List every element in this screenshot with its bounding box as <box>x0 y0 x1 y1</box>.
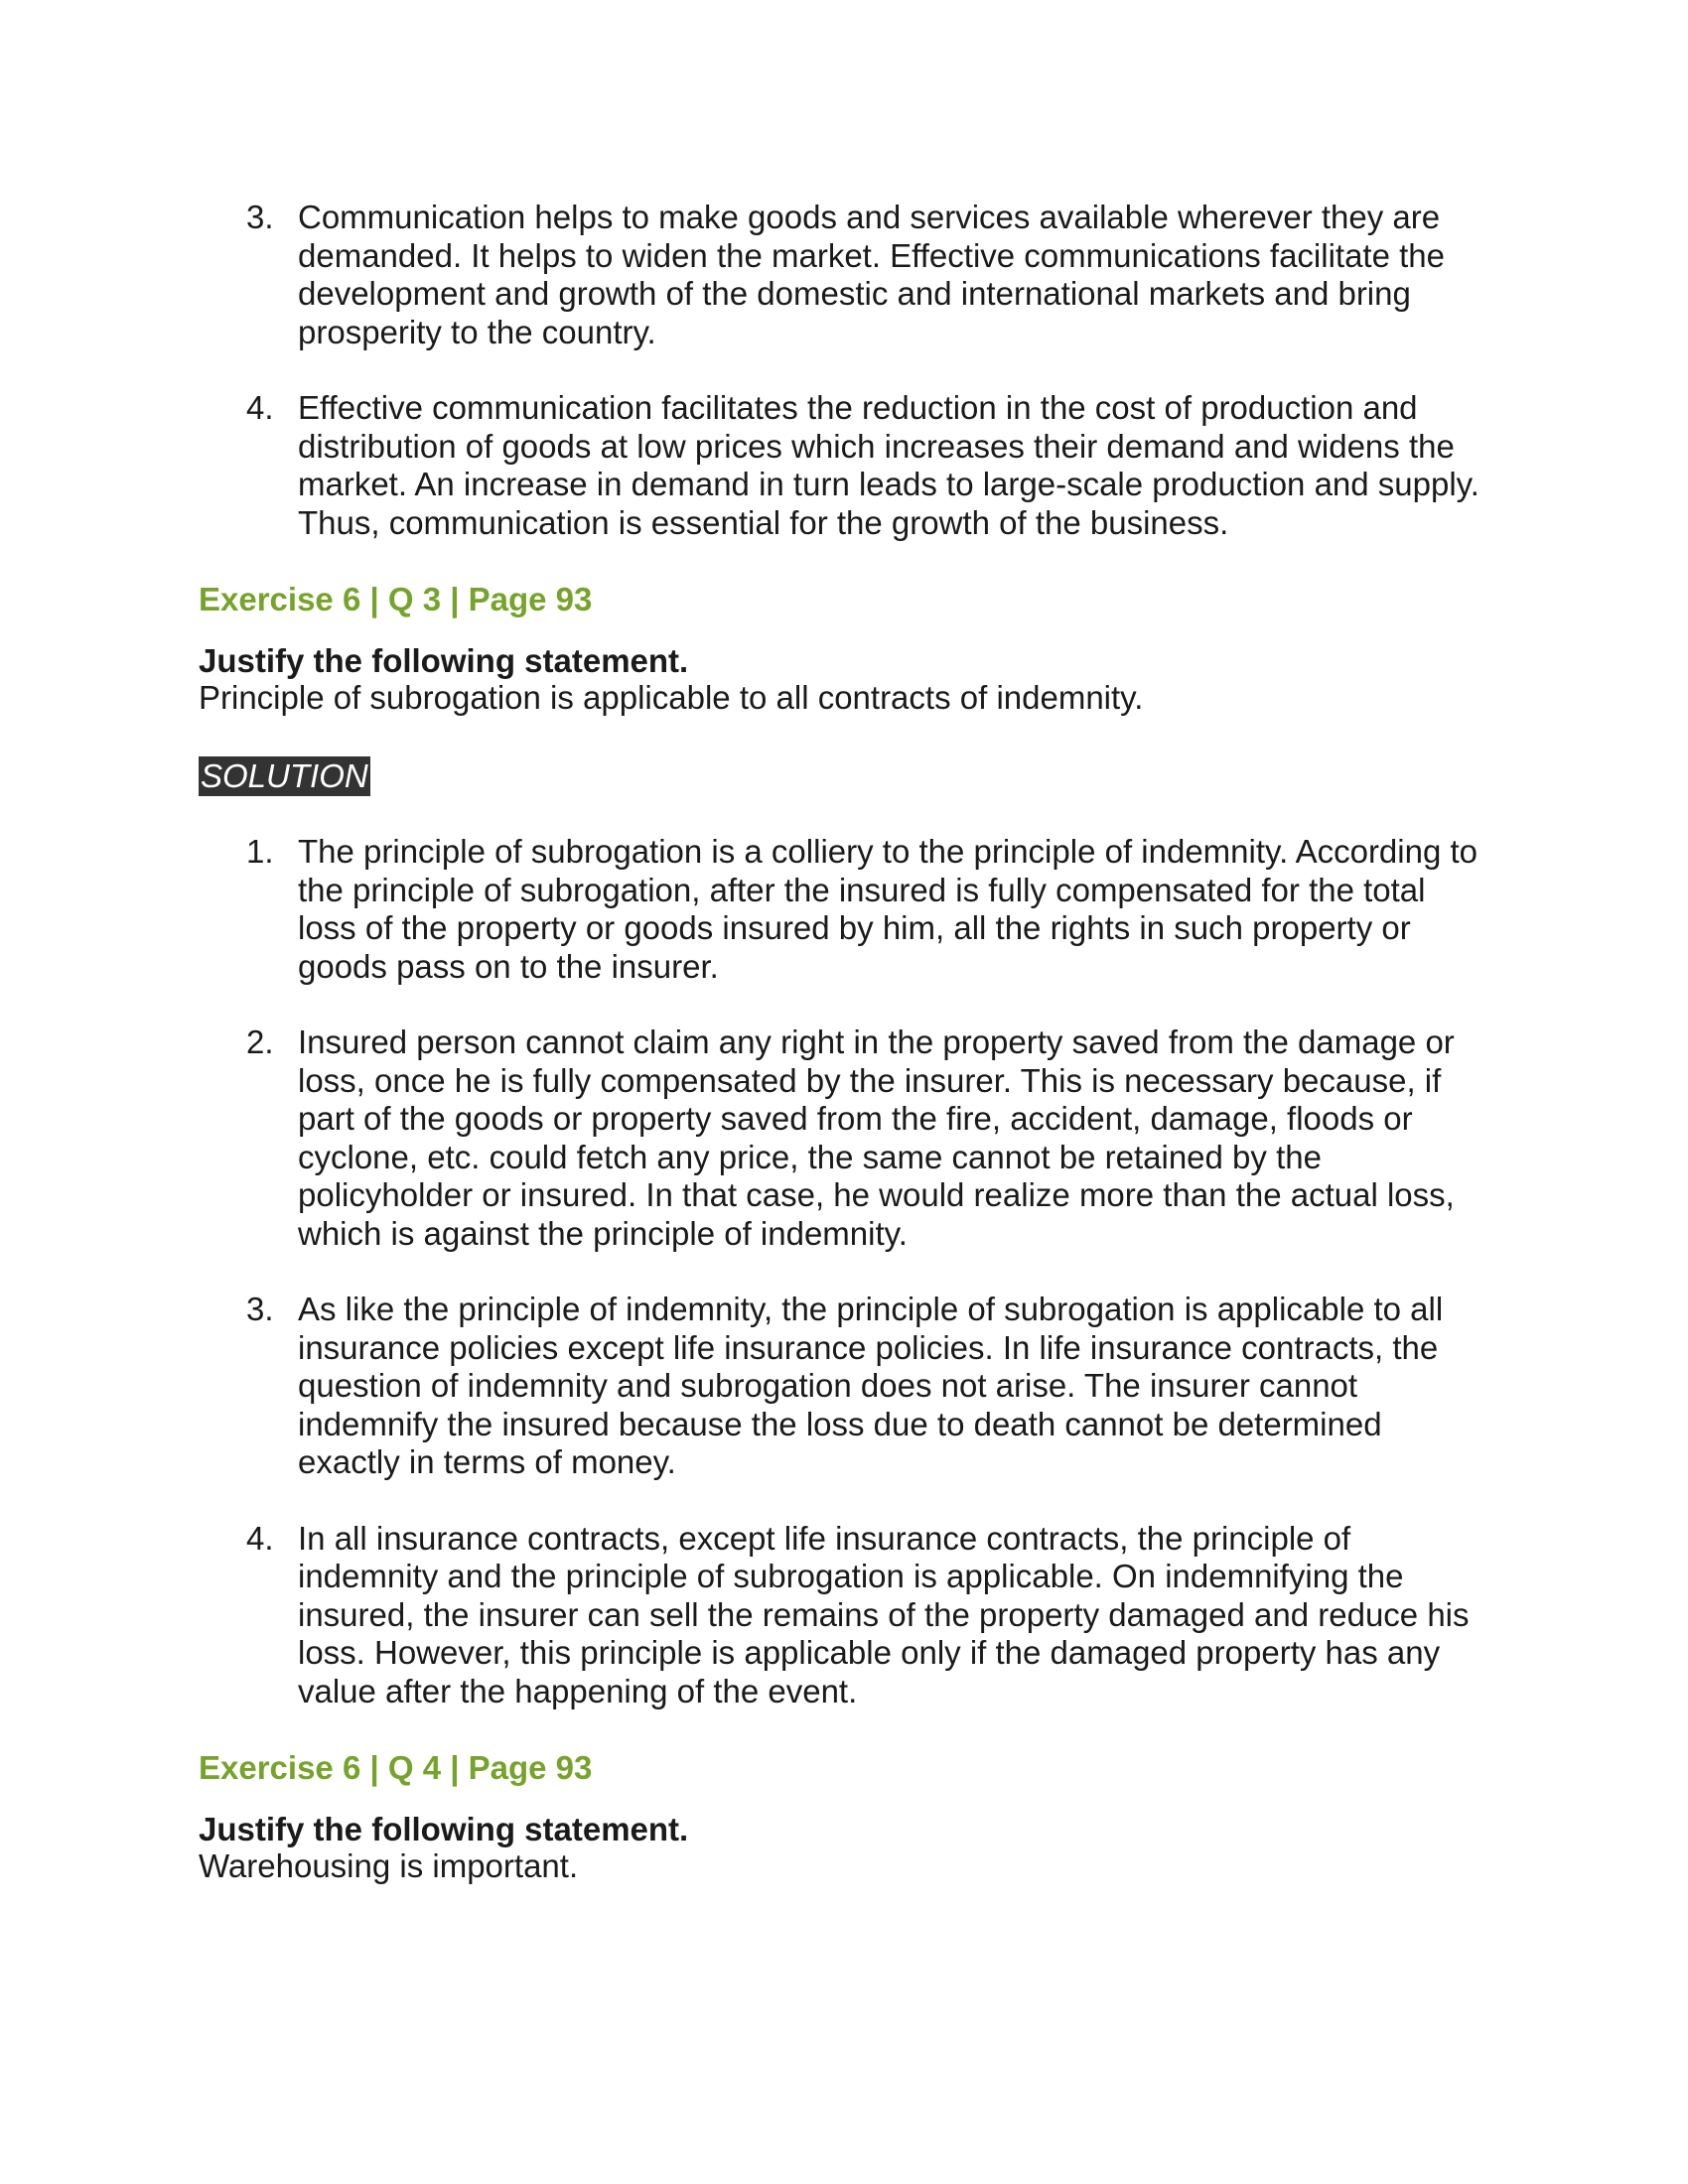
list-item-number: 3. <box>246 199 274 235</box>
list-item <box>199 833 1489 986</box>
list-item-number: 4. <box>246 389 274 426</box>
list-item <box>199 1291 1489 1482</box>
list-item <box>199 1520 1489 1711</box>
question-instruction: Justify the following statement. <box>199 642 689 679</box>
question-instruction: Justify the following statement. <box>199 1811 689 1847</box>
exercise-heading-q4: Exercise 6 | Q 4 | Page 93 <box>199 1749 593 1786</box>
list-item-text: The principle of subrogation is a colliery to the principle of indemnity. According to the principle of subrogation, after the insured is fully compensated for the total loss of the property or goods insured by him, all the rights in such property or goods pass on to the insurer. <box>298 833 1478 985</box>
question-statement: Warehousing is important. <box>199 1847 579 1884</box>
list-item <box>199 389 1489 542</box>
solution-label: SOLUTION <box>201 757 368 794</box>
list-item-text: Insured person cannot claim any right in the property saved from the damage or loss, once he is fully compensated by the insurer. This is necessary because, if part of the goods or property saved from the fire, accident, damage, floods or cyclone, etc. could fetch any price, the same cannot be retained by the policyholder or insured. In that case, he would realize more than the actual loss, which is against the principle of indemnity. <box>298 1024 1455 1252</box>
list-item-number: 4. <box>246 1519 274 1557</box>
list-item <box>199 1024 1489 1253</box>
solution-label-row <box>199 756 1489 796</box>
solution-numbered-list <box>199 833 1489 1710</box>
list-item <box>199 199 1489 351</box>
list-item-text: As like the principle of indemnity, the principle of subrogation is applicable to all insurance policies except life insurance policies. In life insurance contracts, the question of indemnity and subrogation does not arise. The insurer cannot indemnify the insured because the loss due to death cannot be determined exactly in terms of money. <box>298 1291 1444 1480</box>
exercise-heading-q3: Exercise 6 | Q 3 | Page 93 <box>199 581 593 617</box>
list-item-text: Effective communication facilitates the reduction in the cost of production and distribution of goods at low prices which increases their demand and widens the market. An increase in demand in turn leads to large-scale production and supply. Thus, communication is essential for the growth of the business. <box>298 389 1479 541</box>
question-statement: Principle of subrogation is applicable to all contracts of indemnity. <box>199 679 1144 716</box>
list-item-number: 1. <box>246 833 274 870</box>
list-item-number: 3. <box>246 1291 274 1327</box>
list-item-number: 2. <box>246 1024 274 1060</box>
list-item-text: In all insurance contracts, except life insurance contracts, the principle of indemnity and the principle of subrogation is applicable. On indemnifying the insured, the insurer can sell the remains of the property damaged and reduce his loss. However, this principle is applicable only if the damaged property has any value after the happening of the event. <box>298 1519 1470 1709</box>
document-page <box>199 199 1489 1884</box>
top-numbered-list <box>199 199 1489 542</box>
list-item-text: Communication helps to make goods and services available wherever they are demanded. It helps to widen the market. Effective communications facilitate the development and growth of the domestic and international markets and bring prosperity to the country. <box>298 199 1445 350</box>
